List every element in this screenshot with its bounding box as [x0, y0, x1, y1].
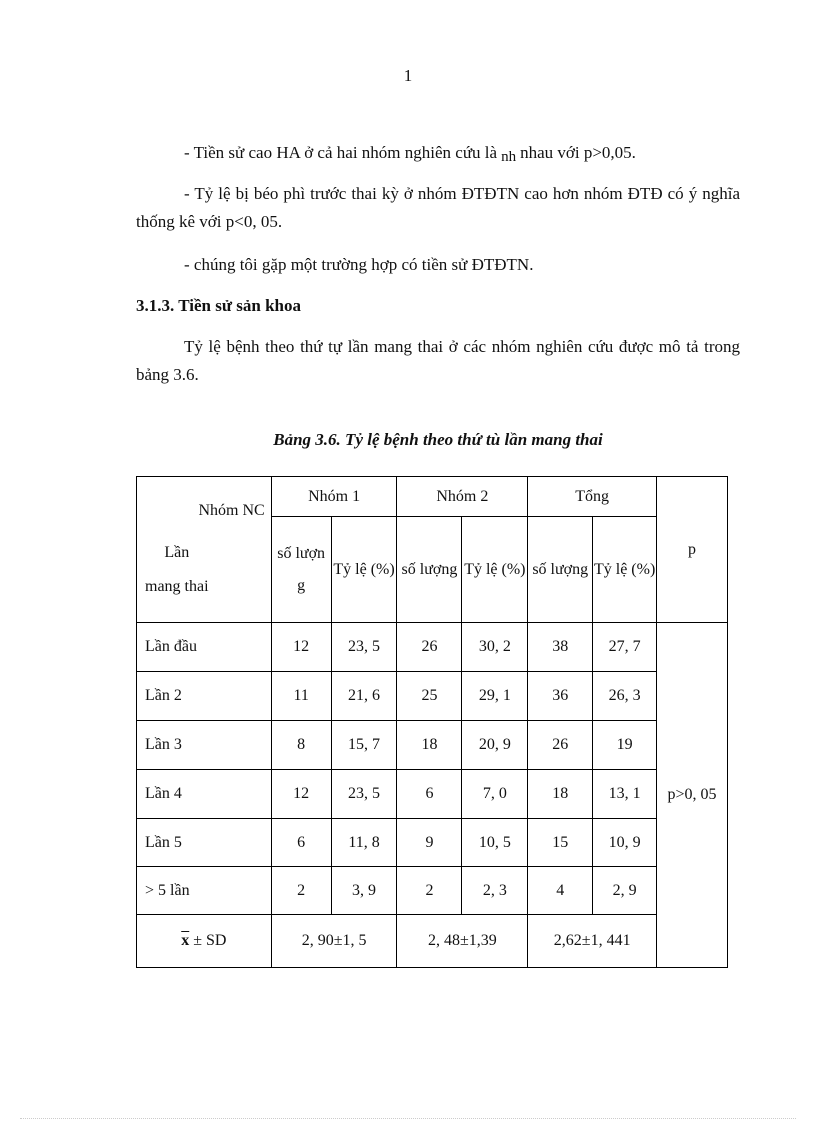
row-label: Lần 3: [137, 721, 272, 770]
mean-sd-total: 2,62±1, 441: [528, 915, 657, 968]
cell-percent: 3, 9: [331, 867, 397, 915]
cell-percent: 30, 2: [462, 623, 528, 672]
cell-percent: 23, 5: [331, 623, 397, 672]
mean-sd-group2: 2, 48±1,39: [397, 915, 528, 968]
cell-percent: 27, 7: [593, 623, 657, 672]
corner-row-label: [145, 536, 209, 604]
cell-percent: 2, 3: [462, 867, 528, 915]
sub-header-count: số lượng: [397, 517, 462, 623]
cell-percent: 11, 8: [331, 819, 397, 867]
table-row: [137, 867, 728, 915]
cell-percent: 19: [593, 721, 657, 770]
corner-row-label-line2: mang thai: [145, 577, 209, 595]
cell-count: 12: [271, 623, 331, 672]
mean-sd-label: [137, 915, 272, 968]
cell-count: 36: [528, 672, 593, 721]
cell-count: 2: [271, 867, 331, 915]
paragraph-text: nhau với p>0,05.: [520, 143, 636, 162]
cell-count: 9: [397, 819, 462, 867]
p-header: p: [657, 477, 728, 623]
cell-count: 26: [397, 623, 462, 672]
table-row: [137, 623, 728, 672]
sub-header-percent: Tỷ lệ (%): [331, 517, 397, 623]
paragraph-hypertension-history: [136, 139, 740, 168]
row-label: Lần đầu: [137, 623, 272, 672]
group-header: Nhóm 1: [271, 477, 397, 517]
cell-count: 38: [528, 623, 593, 672]
cell-percent: 2, 9: [593, 867, 657, 915]
sub-header-count: số lượn g: [271, 517, 331, 623]
paragraph-case-history: - chúng tôi gặp một trường hợp có tiền sử ĐTĐTN.: [184, 255, 534, 274]
cell-percent: 13, 1: [593, 770, 657, 819]
sd-label: ± SD: [189, 932, 227, 949]
paragraph-fragment: nh: [501, 149, 517, 165]
row-label: Lần 2: [137, 672, 272, 721]
cell-count: 6: [397, 770, 462, 819]
paragraph-obesity: - Tỷ lệ bị béo phì trước thai kỳ ở nhóm ĐTĐTN cao hơn nhóm ĐTĐ có ý nghĩa thống kê với p<0, 05.: [136, 184, 740, 231]
cell-count: 6: [271, 819, 331, 867]
cell-count: 12: [271, 770, 331, 819]
corner-row-label-line1: Lần: [164, 543, 190, 561]
mean-sd-row: [137, 915, 728, 968]
cell-count: 26: [528, 721, 593, 770]
group-header: Nhóm 2: [397, 477, 528, 517]
cell-percent: 10, 5: [462, 819, 528, 867]
cell-percent: 7, 0: [462, 770, 528, 819]
row-label: > 5 lần: [137, 867, 272, 915]
cell-count: 2: [397, 867, 462, 915]
table-row: [137, 770, 728, 819]
paragraph-text: - Tiền sử cao HA ở cả hai nhóm nghiên cứu là: [184, 143, 498, 162]
mean-sd-group1: 2, 90±1, 5: [271, 915, 397, 968]
paragraph-table-intro: Tỷ lệ bệnh theo thứ tự lần mang thai ở các nhóm nghiên cứu được mô tả trong bảng 3.6.: [136, 337, 740, 384]
cell-percent: 20, 9: [462, 721, 528, 770]
section-heading: 3.1.3. Tiền sử sản khoa: [136, 296, 301, 315]
table-header-row: [137, 477, 728, 517]
data-table: [136, 476, 728, 968]
cell-count: 4: [528, 867, 593, 915]
table-corner-cell: [137, 477, 272, 623]
p-value: p>0, 05: [667, 786, 717, 803]
sub-header-percent: Tỷ lệ (%): [593, 517, 657, 623]
p-value-cell: [657, 623, 728, 968]
cell-count: 25: [397, 672, 462, 721]
cell-count: 11: [271, 672, 331, 721]
sub-header-count: số lượng: [528, 517, 593, 623]
cell-percent: 23, 5: [331, 770, 397, 819]
cell-count: 8: [271, 721, 331, 770]
cell-count: 18: [397, 721, 462, 770]
cell-percent: 15, 7: [331, 721, 397, 770]
cell-percent: 29, 1: [462, 672, 528, 721]
row-label: Lần 4: [137, 770, 272, 819]
row-label: Lần 5: [137, 819, 272, 867]
x-bar-symbol: $\overline{x}$: [181, 932, 190, 949]
page-bottom-divider: [20, 1118, 796, 1119]
sub-header-percent: Tỷ lệ (%): [462, 517, 528, 623]
table-row: [137, 672, 728, 721]
table-row: [137, 819, 728, 867]
table-caption: Bảng 3.6. Tỷ lệ bệnh theo thứ tù lần mang thai: [273, 430, 603, 449]
corner-group-label: Nhóm NC: [198, 501, 265, 519]
page-number: 1: [403, 66, 413, 85]
group-header: Tổng: [528, 477, 657, 517]
cell-percent: 26, 3: [593, 672, 657, 721]
table-row: [137, 721, 728, 770]
cell-count: 18: [528, 770, 593, 819]
cell-count: 15: [528, 819, 593, 867]
cell-percent: 21, 6: [331, 672, 397, 721]
cell-percent: 10, 9: [593, 819, 657, 867]
